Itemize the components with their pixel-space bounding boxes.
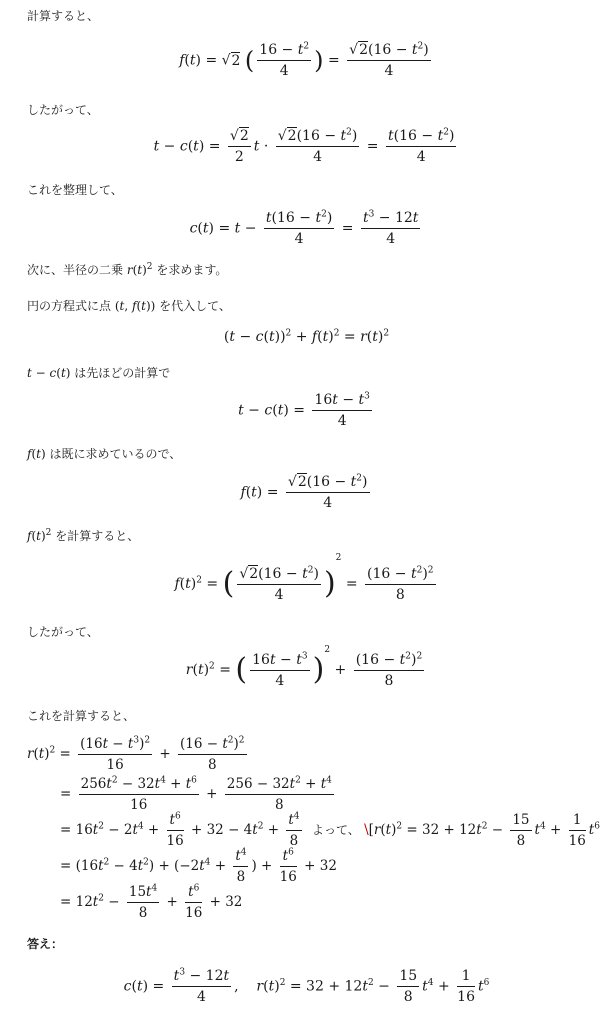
text-line: したがって、 [27, 625, 99, 639]
equation-f-2: f(t) = $\frac{√2(16 - t^2)}{4}$ [240, 473, 368, 511]
derivation-line-4: = $(16t^2 - 4t^2) + (-2t^4$ + $\frac{t^4}{8}$ ) + $\frac{t^6}{16}$ + 32 [60, 847, 337, 885]
text-line: したがって、 [27, 103, 99, 117]
equation-c: c(t) = t − $\frac{t(16 - t^2)}{4}$ = $\frac{t^3 - 12t}{4}$ [189, 209, 419, 247]
text-line: $f(t)^2$ を計算すると、 [27, 528, 140, 543]
derivation-line-2: = $\frac{256t^2 - 32t^4 + t^6}{16}$ + $\frac{256 - 32t^2 + t^4}{8}$ [60, 775, 332, 813]
equation-t-minus-c: t − c(t) = $\frac{√2}{2}$ t · $\frac{√2(16 - t^2)}{4}$ = $\frac{t(16 - t^2)}{4}$ [153, 127, 455, 165]
answer-label: 答え： [27, 937, 64, 951]
text-line: 計算すると、 [27, 9, 100, 23]
text-line: f(t) は既に求めているので、 [27, 447, 182, 461]
text-line: 円の方程式に点 (t, f(t)) を代入して、 [27, 299, 231, 313]
equation-circle: $(t - c(t))^2 + f(t)^2 = r(t)^2$ [223, 328, 390, 345]
equation-t-minus-c-2: t − c(t) = $\frac{16t - t^3}{4}$ [238, 391, 370, 429]
conclusion-line: よって、 $\backslash[r(t)^2 = 32 + 12t^2$ − $\frac{15}{8}$ $t^4$ + $\frac{1}{16}$ $t^6$ [312, 812, 600, 849]
equation-f: f(t) = √2 ( $\frac{16 - t^2}{4}$ ) = $\frac{√2(16 - t^2)}{4}$ [179, 41, 429, 79]
equation-r-squared: $r(t)^2$ = ( $\frac{16t - t^3}{4}$ )$^2$ + $\frac{(16 - t^2)^2}{8}$ [185, 645, 423, 689]
equation-f-squared: $f(t)^2$ = ( $\frac{√2(16 - t^2)}{4}$ )$^2$ = $\frac{(16 - t^2)^2}{8}$ [174, 553, 434, 603]
text-line: これを整理して、 [27, 183, 123, 197]
derivation-line-5: = $12t^2$ − $\frac{15t^4}{8}$ + $\frac{t^6}{16}$ + 32 [60, 883, 243, 921]
text-line: これを計算すると、 [27, 709, 136, 723]
text-line: 次に、半径の二乗 $r(t)^2$ を求めます。 [27, 262, 228, 277]
text-line: t − c(t) は先ほどの計算で [27, 366, 171, 380]
derivation-line-3: = $16t^2 - 2t^4$ + $\frac{t^6}{16}$ + $32 - 4t^2$ + $\frac{t^4}{8}$ [60, 811, 300, 849]
answer-equation: c(t) = $\frac{t^3 - 12t}{4}$ , $r(t)^2 = 32 + 12t^2$ − $\frac{15}{8}$ $t^4$ + $\frac{1}{16}$ $t^6$ [123, 967, 490, 1005]
derivation-line-1: $r(t)^2$ = $\frac{(16t - t^3)^2}{16}$ + $\frac{(16 - t^2)^2}{8}$ [27, 735, 245, 773]
